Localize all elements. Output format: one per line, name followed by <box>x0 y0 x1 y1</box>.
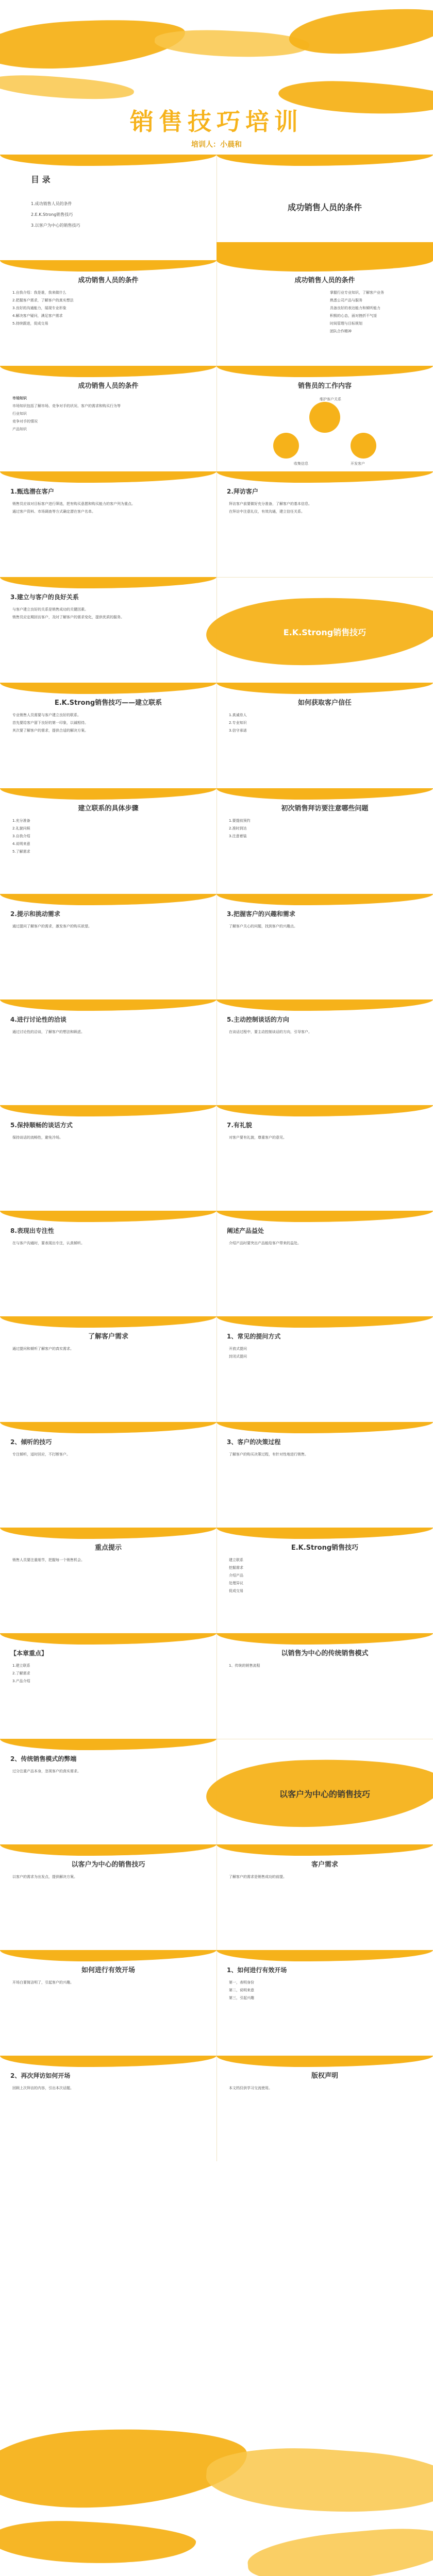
content-slide <box>0 1528 217 1634</box>
body-line: 2.专业知识 <box>229 721 247 725</box>
body-line: 封闭式提问 <box>229 1354 247 1359</box>
content-slide <box>0 1316 217 1422</box>
header-band <box>216 260 433 272</box>
content-slide <box>216 471 433 578</box>
header-band <box>216 155 433 166</box>
content-slide <box>216 260 433 366</box>
cycle-label: 收集信息 <box>294 462 308 466</box>
body-line: 1.自我介绍：我是谁，我来做什么 <box>12 291 66 295</box>
slide-body <box>229 1135 421 1143</box>
slide-body <box>229 1346 421 1362</box>
slide-body <box>229 1980 421 2003</box>
body-line: 专注倾听，适时回应，不打断客户。 <box>12 1452 70 1456</box>
cycle-label: 开发客户 <box>351 462 365 466</box>
slide-title: 初次销售拜访要注意哪些问题 <box>281 805 369 812</box>
body-line: 通过提问了解客户的需求，激发客户的购买欲望。 <box>12 924 92 928</box>
section-header-slide <box>216 577 433 683</box>
toc-title: 目 录 <box>31 175 51 184</box>
diagram-slide <box>216 366 433 472</box>
section-title: E.K.Strong销售技巧 <box>283 628 367 637</box>
body-line: 掌握行业专业知识，了解客户业务 <box>330 291 384 295</box>
thanks-slide <box>0 2161 433 2576</box>
header-band <box>0 1316 216 1328</box>
body-line: 与客户建立良好的关系是销售成功的关键因素。 <box>12 607 88 612</box>
header-band <box>0 155 216 166</box>
content-slide <box>0 2056 217 2162</box>
header-band <box>0 577 216 588</box>
slide-body <box>12 290 204 329</box>
body-line: 了解客户关心的问题，找到客户的兴趣点。 <box>229 924 297 928</box>
header-band <box>0 1844 216 1856</box>
slide-body <box>330 290 421 336</box>
slide-title: 客户需求 <box>311 1861 338 1869</box>
slide-title: 版权声明 <box>311 2072 338 2080</box>
toc-slide <box>0 155 217 261</box>
slide-title: 3.把握客户的兴趣和需求 <box>227 910 295 918</box>
slide-title: 1、常见的提问方式 <box>227 1333 281 1340</box>
slide-body <box>12 713 204 736</box>
body-subtitle: 市场知识 <box>12 396 27 400</box>
header-band <box>216 1528 433 1539</box>
header-band <box>0 1105 216 1116</box>
slide-title: 2、再次拜访如何开场 <box>10 2072 71 2079</box>
body-line: 开场白要简洁明了，引起客户的兴趣。 <box>12 1980 74 1985</box>
slide-body <box>229 924 421 931</box>
slide-body <box>229 1663 421 1671</box>
cover-title: 销售技巧培训 <box>130 108 303 135</box>
body-line: 了解客户的需求是销售成功的前提。 <box>229 1875 287 1879</box>
slide-title: 7.有礼貌 <box>227 1122 252 1129</box>
body-line: 其次要了解客户的需求，提供合适的解决方案。 <box>12 728 88 733</box>
brush-stroke <box>154 27 310 61</box>
slide-body <box>12 1663 204 1686</box>
header-band <box>0 471 216 483</box>
body-line: 介绍产品 <box>229 1573 243 1578</box>
header-band <box>216 683 433 694</box>
slide-body <box>229 1557 421 1596</box>
content-slide <box>216 1105 433 1211</box>
header-band <box>216 1316 433 1328</box>
body-line: 2.礼貌问候 <box>12 826 30 831</box>
body-line: 在谈话过程中，要主动控制谈话的方向，引导客户。 <box>229 1030 312 1034</box>
toc-item: 2.E.K.Strong销售技巧 <box>31 212 73 217</box>
slide-body <box>12 818 204 857</box>
body-line: 在拜访中注意礼仪，有效沟通，建立信任关系。 <box>229 510 305 514</box>
content-slide <box>0 788 217 894</box>
body-line: 处理异议 <box>229 1581 243 1585</box>
slide-title: 以客户为中心的销售技巧 <box>71 1861 145 1869</box>
body-line: 3.注意着装 <box>229 834 247 838</box>
content-slide <box>0 260 217 366</box>
body-line: 具备良好的表达能力和倾听能力 <box>330 306 380 310</box>
body-line: 4.解决客户疑问，满足客户需求 <box>12 314 63 318</box>
body-line: 通过讨论性的洽谈，了解客户的想法和顾虑。 <box>12 1030 85 1034</box>
cycle-node <box>273 433 299 459</box>
body-line: 行业知识 <box>12 412 27 416</box>
body-line: 第一，表明身份 <box>229 1980 254 1985</box>
body-line: 1.真诚待人 <box>229 713 247 717</box>
body-line: 3.自我介绍 <box>12 834 30 838</box>
body-line: 1.要提前预约 <box>229 819 251 823</box>
body-line: 2.把握客户需求，了解客户的真实想法 <box>12 298 74 302</box>
slide-body <box>12 1346 204 1354</box>
body-line: 拜访客户前要做好充分准备，了解客户的基本信息。 <box>229 502 312 506</box>
body-line: 3.良好的沟通能力，展现专业形象 <box>12 306 66 310</box>
slide-title: 销售员的工作内容 <box>297 382 352 390</box>
cycle-label: 维护客户关系 <box>320 397 341 401</box>
content-slide <box>0 1633 217 1739</box>
body-line: 开放式提问 <box>229 1347 247 1351</box>
slide-title: 成功销售人员的条件 <box>78 382 139 390</box>
body-line: 对客户要有礼貌，尊重客户的意见。 <box>229 1136 287 1140</box>
section-title: 以客户为中心的销售技巧 <box>279 1789 370 1799</box>
content-slide <box>0 471 217 578</box>
body-line: 市场知识包括了解市场、竞争对手的状况、客户的需求和购买行为等 <box>12 404 121 408</box>
body-line: 在与客户沟通时，要表现出专注，认真倾听。 <box>12 1241 85 1245</box>
header-band <box>0 1422 216 1433</box>
slide-title: 了解客户需求 <box>88 1333 128 1341</box>
content-slide <box>216 683 433 789</box>
content-slide <box>0 1211 217 1317</box>
toc-item: 3.以客户为中心的销售技巧 <box>31 223 80 228</box>
body-line: 第三，引起兴趣 <box>229 1996 254 2000</box>
slide-body <box>12 2086 204 2093</box>
section-header-slide <box>216 1739 433 1845</box>
slide-body <box>229 818 421 841</box>
slide-title: 以销售为中心的传统销售模式 <box>281 1650 369 1657</box>
body-line: 5.了解需求 <box>12 850 30 854</box>
content-slide <box>216 1844 433 1951</box>
slide-title: 4.进行讨论性的洽谈 <box>10 1016 66 1023</box>
cover-presenter: 培训人：小晨和 <box>191 141 242 149</box>
body-line: 时间管理与目标规划 <box>330 321 362 326</box>
header-band <box>0 788 216 800</box>
slide-body <box>12 1452 204 1460</box>
slide-body <box>12 1980 204 1988</box>
body-line: 保持谈话的流畅性，避免冷场。 <box>12 1136 63 1140</box>
body-line: 2.准时到达 <box>229 826 247 831</box>
content-slide <box>0 366 217 472</box>
slide-title: 2.提示和挑动需求 <box>10 910 60 918</box>
header-band <box>0 1633 216 1645</box>
toc-item: 1.成功销售人员的条件 <box>31 201 72 206</box>
slide-body <box>12 396 204 434</box>
slide-title: 【本章重点】 <box>10 1650 48 1657</box>
slide-title: 如何获取客户信任 <box>297 699 352 707</box>
header-band <box>0 260 216 272</box>
brush-stroke <box>0 2518 196 2567</box>
brush-stroke <box>0 71 135 104</box>
content-slide <box>0 1739 217 1845</box>
slide-body <box>12 501 204 517</box>
slide-body <box>229 1029 421 1037</box>
slide-body <box>229 2086 421 2093</box>
body-line: 回顾上次拜访的内容，引出本次话题。 <box>12 2086 74 2090</box>
body-line: 销售员应该对目标客户进行筛选，把有购买意愿和购买能力的客户列为重点。 <box>12 502 135 506</box>
content-slide <box>216 1422 433 1528</box>
body-line: 销售员应定期回访客户，及时了解客户的需求变化，提供优质的服务。 <box>12 615 124 619</box>
slide-title: 3.建立与客户的良好关系 <box>10 594 79 601</box>
content-slide <box>0 683 217 789</box>
header-band <box>0 1739 216 1750</box>
slide-title: 阐述产品益处 <box>227 1227 264 1234</box>
body-line: 介绍产品时要突出产品能给客户带来的益处。 <box>229 1241 301 1245</box>
slide-title: 建立联系的具体步骤 <box>78 805 139 812</box>
content-slide <box>216 1316 433 1422</box>
body-line: 挖掘需求 <box>229 1566 243 1570</box>
header-band <box>0 1211 216 1222</box>
content-slide <box>0 577 217 683</box>
body-line: 1.建立联系 <box>12 1664 30 1668</box>
header-band <box>216 1105 433 1116</box>
body-line: 了解客户的购买决策过程，有针对性地进行销售。 <box>229 1452 308 1456</box>
header-band <box>0 1950 216 1961</box>
slide-body <box>229 713 421 736</box>
header-band <box>216 999 433 1011</box>
body-line: 5.持续跟进，促成交易 <box>12 321 48 326</box>
brush-stroke <box>246 2523 433 2576</box>
content-slide <box>216 1528 433 1634</box>
slide-title: 5.保持顺畅的谈话方式 <box>10 1122 73 1129</box>
body-line: 1、传统的销售流程 <box>229 1664 260 1668</box>
content-slide <box>0 1844 217 1951</box>
cycle-node <box>351 433 376 459</box>
slide-title: 如何进行有效开场 <box>81 1967 135 1974</box>
body-line: 1.充分准备 <box>12 819 30 823</box>
slide-title: E.K.Strong销售技巧 <box>291 1544 359 1552</box>
body-line: 促成交易 <box>229 1589 243 1593</box>
slide-body <box>12 1135 204 1143</box>
section-title: 成功销售人员的条件 <box>287 202 362 212</box>
slide-body <box>12 1241 204 1248</box>
body-line: 积极的心态，面对挫折不气馁 <box>330 314 377 318</box>
body-line: 通过提问和倾听了解客户的真实需求。 <box>12 1347 74 1351</box>
header-band <box>0 2056 216 2067</box>
content-slide <box>216 2056 433 2162</box>
header-band <box>216 471 433 483</box>
header-band <box>216 788 433 800</box>
body-line: 产品知识 <box>12 427 27 431</box>
footer-band <box>216 242 433 260</box>
slide-title: 成功销售人员的条件 <box>294 277 355 284</box>
slide-title: 5.主动控制谈话的方向 <box>227 1016 289 1023</box>
slide-title: 2、传统销售模式的弊端 <box>10 1755 77 1762</box>
header-band <box>0 894 216 905</box>
body-line: 本文档仅供学习交流使用。 <box>229 2086 272 2090</box>
body-line: 2.了解需求 <box>12 1671 30 1675</box>
header-band <box>216 366 433 377</box>
section-header-slide <box>216 155 433 261</box>
slide-title: 成功销售人员的条件 <box>78 277 139 284</box>
body-line: 熟悉公司产品与服务 <box>330 298 362 302</box>
body-line: 第二，说明来意 <box>229 1988 254 1992</box>
header-band <box>216 2056 433 2067</box>
content-slide <box>0 1950 217 2056</box>
slide-body <box>12 1557 204 1565</box>
body-line: 销售人员要注重细节，把握每一个销售机会。 <box>12 1558 85 1562</box>
content-slide <box>216 999 433 1106</box>
brush-stroke <box>287 2 433 60</box>
content-slide <box>0 999 217 1106</box>
header-band <box>0 999 216 1011</box>
slide-body <box>229 501 421 517</box>
body-line: 首先要给客户留下良好的第一印象，以诚相待。 <box>12 721 88 725</box>
brush-stroke <box>204 2441 433 2520</box>
header-band <box>0 683 216 694</box>
slide-title: E.K.Strong销售技巧——建立联系 <box>54 699 162 707</box>
content-slide <box>216 894 433 1000</box>
body-line: 团队合作精神 <box>330 329 352 333</box>
content-slide <box>216 1211 433 1317</box>
slide-body <box>229 1241 421 1248</box>
body-line: 专业销售人员需要与客户建立良好的联系。 <box>12 713 81 717</box>
header-band <box>216 894 433 905</box>
content-slide <box>0 1105 217 1211</box>
slide-body <box>229 1452 421 1460</box>
header-band <box>216 1844 433 1856</box>
slide-title: 重点提示 <box>94 1544 122 1552</box>
header-band <box>0 366 216 377</box>
header-band <box>0 1528 216 1539</box>
slide-body <box>12 1874 204 1882</box>
header-band <box>216 1950 433 1961</box>
slide-title: 1.甄选潜在客户 <box>10 488 54 495</box>
content-slide <box>0 894 217 1000</box>
header-band <box>216 1211 433 1222</box>
slide-title: 8.表现出专注性 <box>10 1227 54 1234</box>
body-line: 3.产品介绍 <box>12 1679 30 1683</box>
slide-title: 2、倾听的技巧 <box>10 1438 52 1446</box>
body-line: 3.信守承诺 <box>229 728 247 733</box>
content-slide <box>0 1422 217 1528</box>
slide-body <box>12 1769 204 1776</box>
header-band <box>216 1422 433 1433</box>
slide-body <box>12 924 204 931</box>
slide-title: 3、客户的决策过程 <box>227 1438 281 1446</box>
slide-title: 1、如何进行有效开场 <box>227 1967 287 1974</box>
cover-slide <box>0 0 433 155</box>
slide-body <box>12 607 204 622</box>
content-slide <box>216 1633 433 1739</box>
slide-title: 2.拜访客户 <box>227 488 258 495</box>
content-slide <box>216 1950 433 2056</box>
body-line: 4.说明来意 <box>12 842 30 846</box>
toc-list <box>31 196 80 233</box>
body-line: 竞争对手的情况 <box>12 419 38 423</box>
body-line: 过分注重产品本身，忽视客户的真实需求。 <box>12 1769 81 1773</box>
slide-body <box>12 1029 204 1037</box>
body-line: 通过客户资料、市场调查等方式确定潜在客户名单。 <box>12 510 95 514</box>
body-line: 建立联系 <box>229 1558 243 1562</box>
content-slide <box>216 788 433 894</box>
body-line: 以客户的需求为出发点，提供解决方案。 <box>12 1875 77 1879</box>
slide-body <box>229 1874 421 1882</box>
cycle-node <box>309 402 340 433</box>
header-band <box>216 1633 433 1645</box>
